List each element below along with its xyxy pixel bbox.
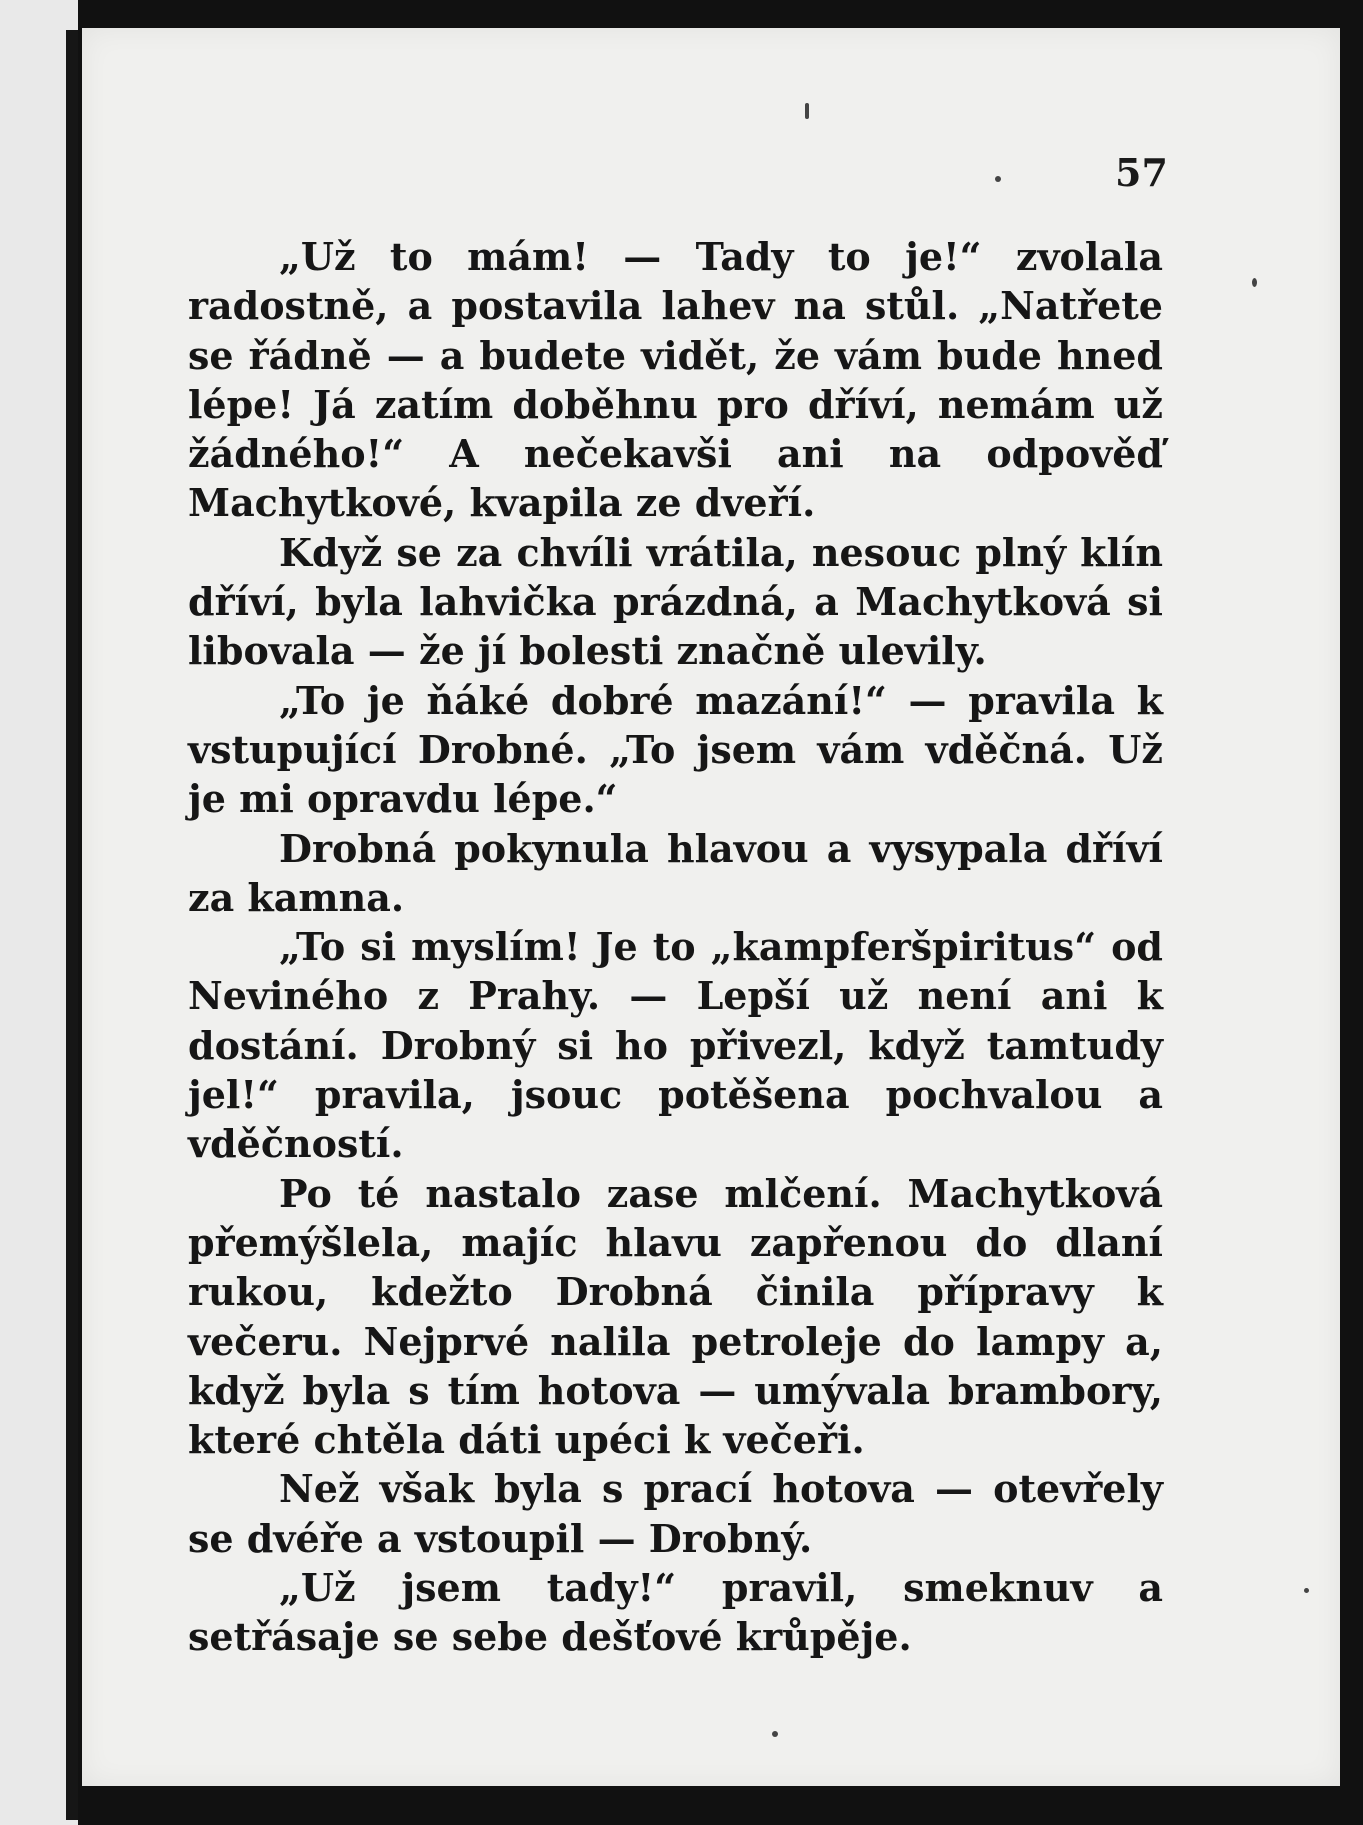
paragraph: „To si myslím! Je to „kampferšpiritus“ od Neviného z Prahy. — Lepší už není ani k dostání. Drobný si ho přivezl, když tamtudy jel!“ pravila, jsouc potěšena pochvalou a vděčností. [188, 924, 1163, 1167]
paragraph: „Už jsem tady!“ pravil, smeknuv a setřásaje se sebe dešťové krůpěje. [188, 1565, 1163, 1660]
print-speck [1252, 278, 1257, 287]
paragraph: Než však byla s prací hotova — otevřely se dvéře a vstoupil — Drobný. [188, 1466, 1163, 1561]
paragraph: „To je ňáké dobré mazání!“ — pravila k vstupující Drobné. „To jsem vám vděčná. Už je mi opravdu lépe.“ [188, 677, 1163, 822]
page-number: 57 [1115, 150, 1168, 195]
print-speck [995, 176, 1001, 182]
body-text [188, 232, 1163, 1662]
book-gutter [66, 30, 78, 1820]
paragraph: Drobná pokynula hlavou a vysypala dříví za kamna. [188, 825, 1163, 920]
print-speck [772, 1731, 778, 1737]
paragraph: Když se za chvíli vrátila, nesouc plný klín dříví, byla lahvička prázdná, a Machytková si libovala — že jí bolesti značně ulevily. [188, 529, 1163, 674]
print-speck [805, 103, 809, 119]
print-speck [1304, 1588, 1309, 1593]
paragraph: „Už to mám! — Tady to je!“ zvolala radostně, a postavila lahev na stůl. „Natřete se řádně — a budete vidět, že vám bude hned lépe! Já zatím doběhnu pro dříví, nemám už žádného!“ A nečekavši ani na odpověď Machytkové, kvapila ze dveří. [188, 234, 1163, 526]
paragraph: Po té nastalo zase mlčení. Machytková přemýšlela, majíc hlavu zapřenou do dlaní rukou, kdežto Drobná činila přípravy k večeru. Nejprvé nalila petroleje do lampy a, když byla s tím hotova — umývala brambory, které chtěla dáti upéci k večeři. [188, 1170, 1163, 1463]
